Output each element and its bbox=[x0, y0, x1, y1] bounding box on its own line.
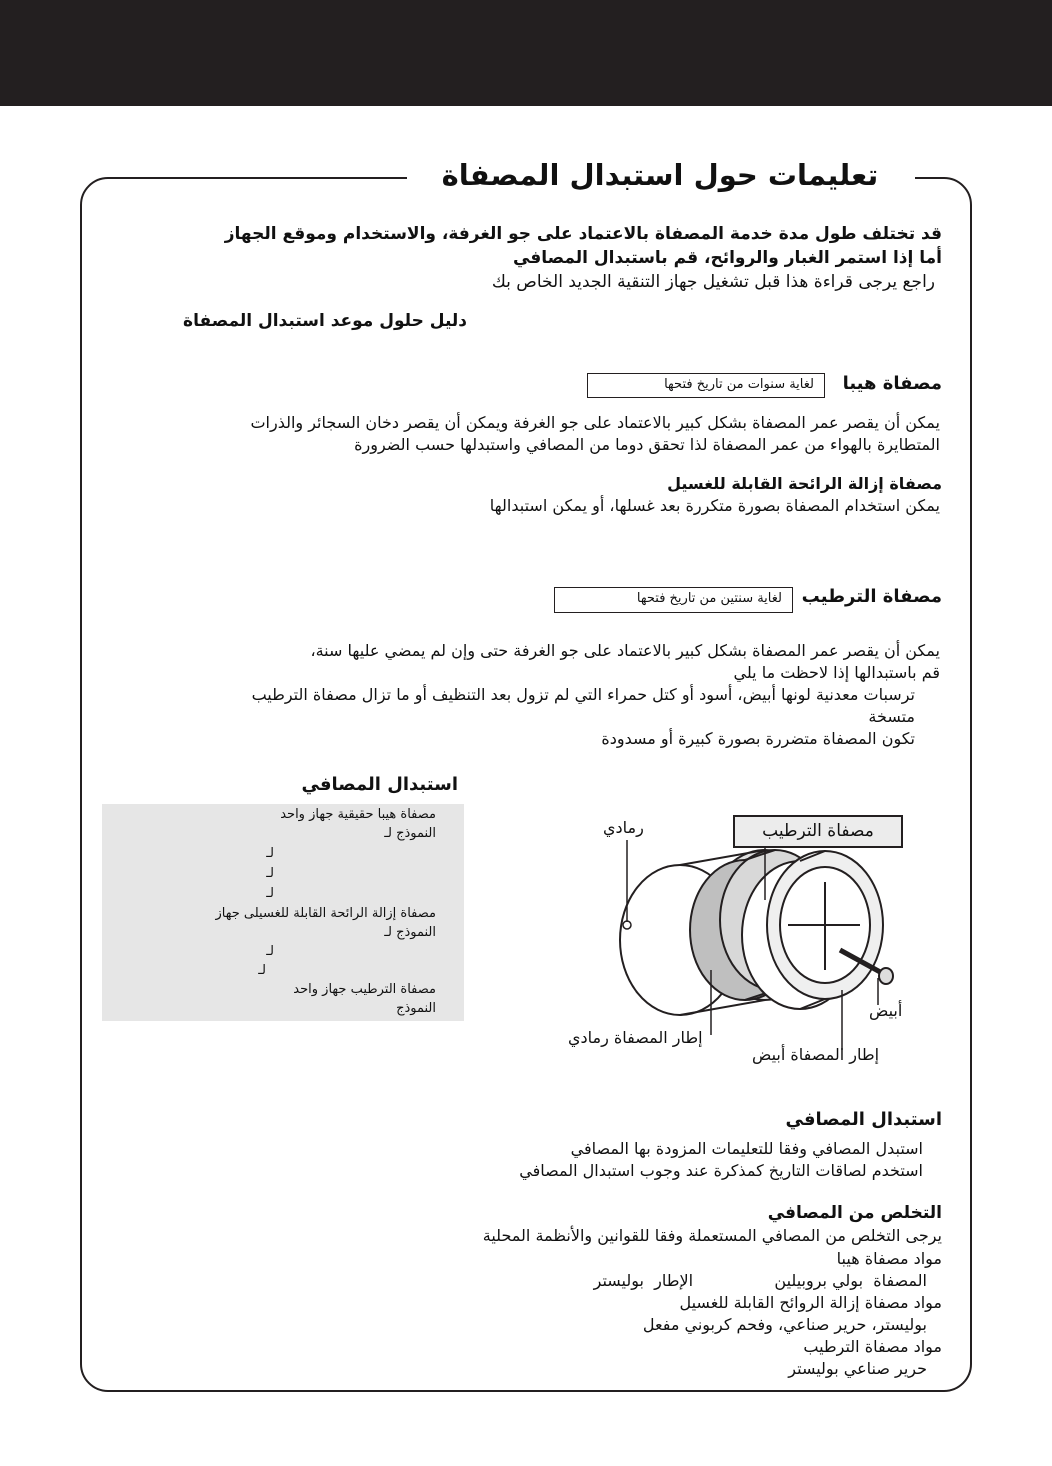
replace-box-line: النموذج لـ bbox=[384, 826, 436, 841]
disposal-line-2: مواد مصفاة هيبا bbox=[836, 1249, 942, 1268]
washable-heading: مصفاة إزالة الرائحة القابلة للغسيل bbox=[667, 474, 942, 493]
frame-gray-label: إطار المصفاة رمادي bbox=[568, 1028, 703, 1047]
disposal-line-6: مواد مصفاة الترطيب bbox=[803, 1337, 942, 1356]
guide-heading: دليل حلول موعد استبدال المصفاة bbox=[183, 311, 467, 331]
replace-box-line: لـ bbox=[258, 963, 266, 978]
top-header-bar bbox=[0, 0, 1052, 106]
humid-bullet-2: تكون المصفاة متضررة بصورة كبيرة أو مسدودة bbox=[601, 729, 915, 748]
replace-section-heading: استبدال المصافي bbox=[785, 1109, 942, 1130]
washable-text: يمكن استخدام المصفاة بصورة متكررة بعد غسلها، أو يمكن استبدالها bbox=[489, 496, 940, 515]
replace-box-heading: استبدال المصافي bbox=[301, 774, 458, 795]
replace-box-line: النموذج bbox=[396, 1001, 436, 1016]
disposal-line-5: بوليستر، حرير صناعي، وفحم كربوني مفعل bbox=[642, 1315, 927, 1334]
intro-line-3: راجع يرجى قراءة هذا قبل تشغيل جهاز التنقية الجديد الخاص بك bbox=[491, 272, 935, 292]
replace-box-line: النموذج لـ bbox=[384, 925, 436, 940]
hepa-text-1: يمكن أن يقصر عمر المصفاة بشكل كبير بالاعتماد على جو الغرفة ويمكن أن يقصر دخان السجائر والذرات bbox=[250, 413, 940, 432]
humid-heading: مصفاة الترطيب bbox=[801, 586, 942, 607]
disposal-line-1: يرجى التخلص من المصافي المستعملة وفقا للقوانين والأنظمة المحلية bbox=[482, 1226, 942, 1245]
page-title: تعليمات حول استبدال المصفاة bbox=[441, 158, 879, 192]
replace-box-line: مصفاة إزالة الرائحة القابلة للغسيلى جهاز bbox=[215, 906, 436, 921]
hepa-heading: مصفاة هيبا bbox=[842, 373, 942, 394]
intro-line-2: أما إذا استمر الغبار والروائح، قم باستبدال المصافي bbox=[512, 248, 942, 268]
replace-box-line: مصفاة الترطيب جهاز واحد bbox=[293, 982, 436, 997]
gray-label: رمادي bbox=[603, 818, 644, 837]
disposal-line-4: مواد مصفاة إزالة الروائح القابلة للغسيل bbox=[679, 1293, 942, 1312]
disposal-line-3: المصفاة بولي بروبيلين الإطار بوليستر bbox=[593, 1271, 927, 1290]
frame-white-label: إطار المصفاة أبيض bbox=[752, 1045, 880, 1064]
humid-text-2: قم باستبدالها إذا لاحظت ما يلي bbox=[733, 663, 940, 682]
white-label: أبيض bbox=[869, 1001, 903, 1020]
intro-line-1: قد تختلف طول مدة خدمة المصفاة بالاعتماد على جو الغرفة، والاستخدام وموقع الجهاز bbox=[224, 224, 942, 244]
replace-box-line: لـ bbox=[266, 886, 274, 901]
replace-section-line-2: استخدم لصاقات التاريخ كمذكرة عند وجوب استبدال المصافي bbox=[519, 1161, 923, 1180]
replacement-filters-box bbox=[102, 804, 464, 1021]
humid-bullet-1b: متسخة bbox=[868, 707, 915, 726]
humid-text-1: يمكن أن يقصر عمر المصفاة بشكل كبير بالاعتماد على جو الغرفة حتى وإن لم يمضي عليها سنة، bbox=[310, 641, 940, 660]
humid-filter-label: مصفاة الترطيب bbox=[733, 815, 903, 848]
replace-box-line: لـ bbox=[266, 846, 274, 861]
humid-lifetime-box: لغاية سنتين من تاريخ فتحها bbox=[554, 587, 793, 613]
replace-box-line: مصفاة هيبا حقيقية جهاز واحد bbox=[280, 807, 436, 822]
hepa-text-2: المتطايرة بالهواء من عمر المصفاة لذا تحقق دوما من المصافي واستبدلها حسب الضرورة bbox=[354, 435, 940, 454]
hepa-lifetime-box: لغاية سنوات من تاريخ فتحها bbox=[587, 373, 825, 398]
humid-bullet-1a: ترسبات معدنية لونها أبيض، أسود أو كتل حمراء التي لم تزول بعد التنظيف أو ما تزال مصفاة الترطيب bbox=[251, 685, 915, 704]
replace-box-line: لـ bbox=[266, 866, 274, 881]
disposal-heading: التخلص من المصافي bbox=[767, 1203, 942, 1223]
disposal-line-7: حرير صناعي بوليستر bbox=[788, 1359, 927, 1378]
replace-box-line: لـ bbox=[266, 944, 274, 959]
replace-section-line-1: استبدل المصافي وفقا للتعليمات المزودة بها المصافي bbox=[570, 1139, 923, 1158]
